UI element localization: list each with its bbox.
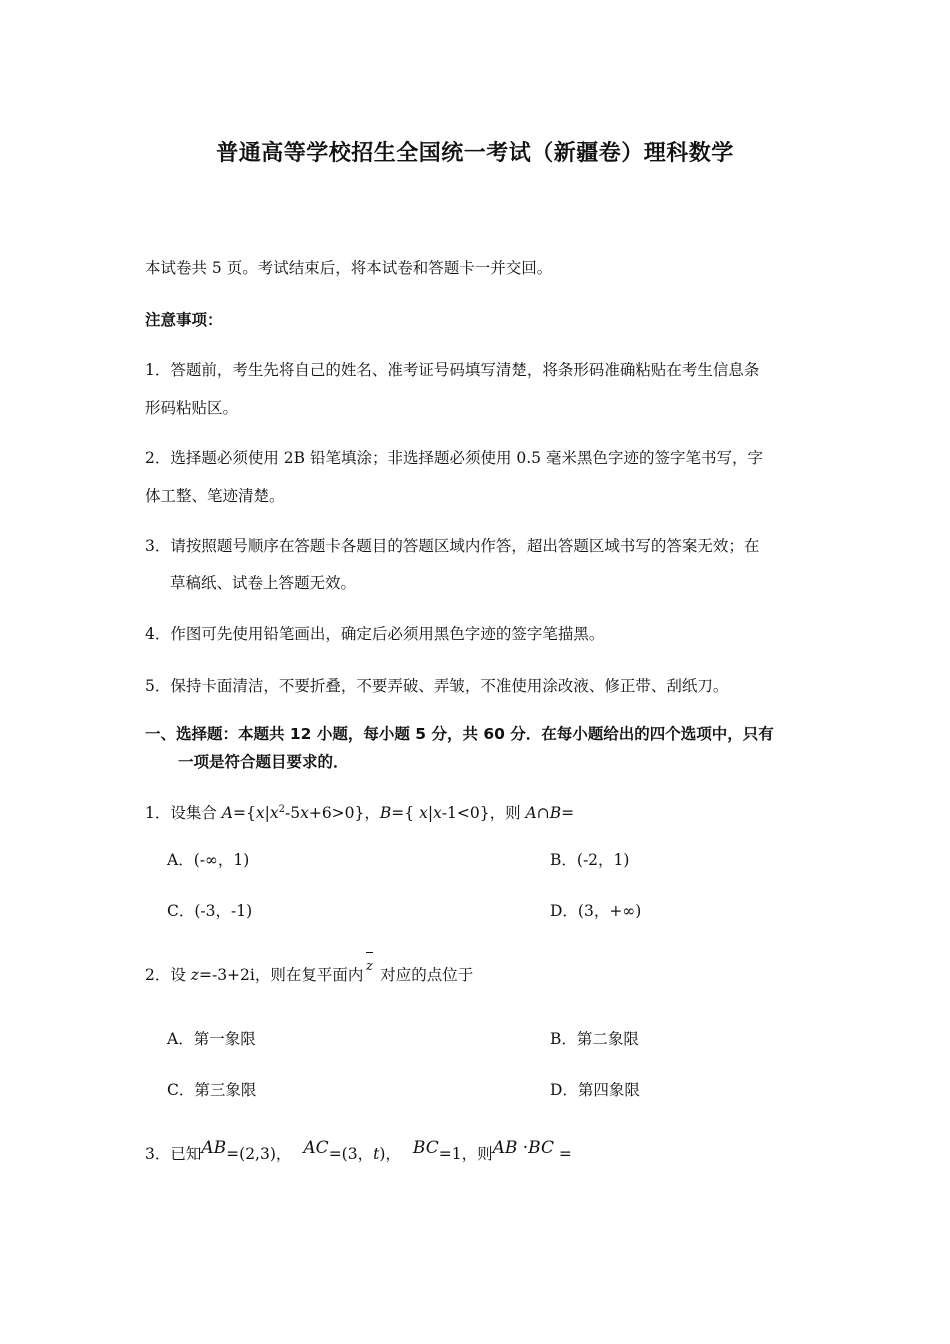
- question-3: [145, 1138, 572, 1164]
- notice-2-line2: 体工整、笔迹清楚。: [145, 487, 285, 505]
- q3-text: =(3，: [328, 1145, 374, 1163]
- q2-number: 2．设: [145, 966, 191, 984]
- section-heading-line2: 一项是符合题目要求的．: [178, 753, 349, 771]
- page-title: 普通高等学校招生全国统一考试（新疆卷）理科数学: [216, 141, 734, 166]
- q1-text: |: [427, 804, 434, 823]
- q2-option-a: A．第一象限: [167, 1030, 256, 1048]
- q3-text: )，: [379, 1145, 401, 1163]
- q2-var-z: z: [190, 966, 199, 984]
- q1-var: x: [433, 804, 442, 823]
- q1-exponent: 2: [278, 804, 285, 815]
- q1-var: x: [419, 804, 428, 823]
- q3-var-t: t: [373, 1145, 380, 1163]
- vector-ac: AC: [303, 1138, 329, 1158]
- question-1: [145, 800, 574, 823]
- vector-bc: BC: [412, 1138, 439, 1158]
- q2-option-c: C．第三象限: [167, 1081, 257, 1099]
- vector-bc: BC: [528, 1138, 554, 1158]
- q1-set-b: B: [379, 804, 392, 823]
- notice-2-line1: 2．选择题必须使用 2B 铅笔填涂；非选择题必须使用 0.5 毫米黑色字迹的签字笔书写，字: [145, 449, 763, 467]
- q1-text: ={: [233, 804, 256, 823]
- q3-text: =1，则: [438, 1145, 493, 1163]
- section-heading-line1: 一、选择题：本题共 12 小题，每小题 5 分，共 60 分．在每小题给出的四个选项中，只有: [145, 725, 774, 743]
- notice-1-line2: 形码粘贴区。: [145, 399, 239, 417]
- notice-3-line1: 3．请按照题号顺序在答题卡各题目的答题区域内作答，超出答题区域书写的答案无效；在: [145, 537, 760, 555]
- q3-number: 3．已知: [145, 1145, 202, 1163]
- notice-heading: 注意事项：: [145, 311, 223, 329]
- q3-text: =(2,3)，: [226, 1145, 292, 1163]
- q1-var: B: [549, 804, 562, 823]
- q3-text: =: [554, 1145, 572, 1163]
- q1-text: -1<0}，则: [441, 804, 526, 823]
- q1-var: A: [525, 804, 537, 823]
- q1-option-b: B．(-2，1): [550, 851, 630, 869]
- vector-ab: AB: [201, 1138, 227, 1158]
- notice-5: 5．保持卡面清洁，不要折叠，不要弄破、弄皱，不准使用涂改液、修正带、刮纸刀。: [145, 677, 729, 695]
- q1-option-a: A．(-∞，1): [167, 851, 250, 869]
- z-conjugate: z: [363, 957, 375, 977]
- q1-var: x: [300, 804, 309, 823]
- q2-option-d: D．第四象限: [550, 1081, 640, 1099]
- dot-operator: ·: [517, 1138, 529, 1158]
- intro-text: 本试卷共 5 页。考试结束后，将本试卷和答题卡一并交回。: [145, 259, 553, 277]
- q1-text: =: [561, 804, 575, 823]
- q1-var: x: [269, 804, 279, 823]
- q2-text: =-3+2i，则在复平面内: [198, 966, 364, 984]
- q1-var: x: [255, 804, 265, 823]
- notice-1-line1: 1．答题前，考生先将自己的姓名、准考证号码填写清楚，将条形码准确粘贴在考生信息条: [145, 361, 760, 379]
- q2-option-b: B．第二象限: [550, 1030, 639, 1048]
- q1-set-a: A: [221, 804, 233, 823]
- q1-text: +6>0}，: [308, 804, 380, 823]
- q1-text: -5: [284, 804, 301, 823]
- notice-3-line2: 草稿纸、试卷上答题无效。: [170, 574, 357, 592]
- q1-number: 1．设集合: [145, 804, 222, 823]
- intersection-symbol: ∩: [536, 804, 550, 823]
- q1-option-d: D．(3，+∞): [550, 902, 642, 920]
- q1-text: ={: [391, 804, 420, 823]
- q1-text: |: [264, 804, 270, 823]
- notice-4: 4．作图可先使用铅笔画出，确定后必须用黑色字迹的签字笔描黑。: [145, 625, 605, 643]
- q2-text: 对应的点位于: [375, 966, 474, 984]
- question-2: [145, 959, 474, 987]
- q1-option-c: C．(-3，-1): [167, 902, 253, 920]
- vector-ab: AB: [492, 1138, 518, 1158]
